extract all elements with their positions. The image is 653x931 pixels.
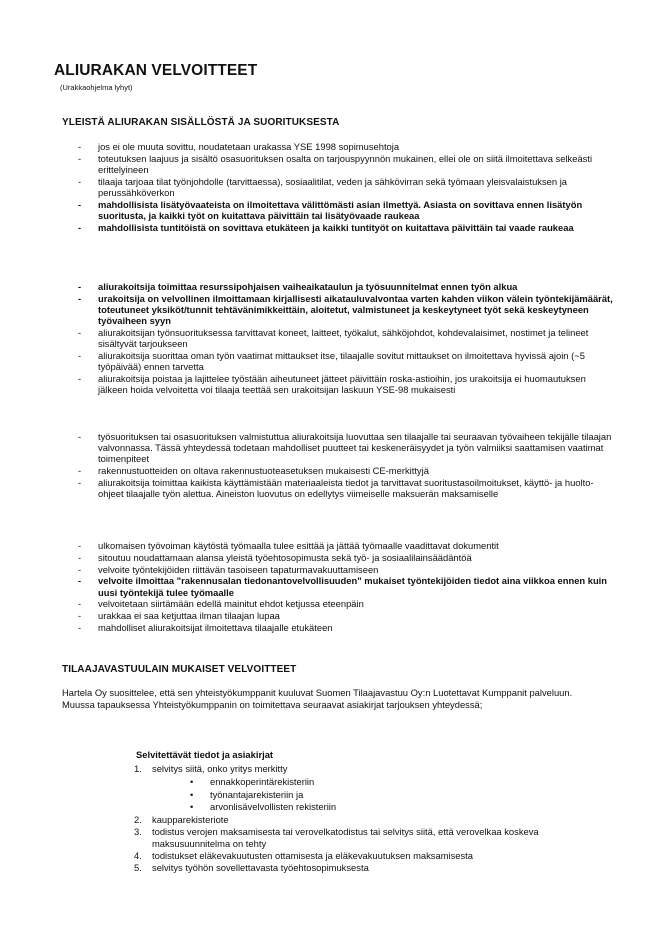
- item-number: 5.: [134, 862, 142, 874]
- list-item: - aliurakoitsija toimittaa resurssipohjaisen vaiheaikataulun ja työsuunnitelmat ennen työn alkua: [78, 281, 618, 292]
- list-item: - mahdolliset aliurakoitsijat ilmoitettava tilaajalle etukäteen: [78, 622, 618, 633]
- list-item: - työsuorituksen tai osasuorituksen valmistuttua aliurakoitsija luovuttaa sen tilaajalle tai seuraavan työvaiheen tekijälle tilaajan valvonnassa. Tässä yhteydessä todetaan mahdolliset puutteet tai keskeneräisyydet ja työn valmiiksi saattamisen vaatimat toimenpiteet: [78, 431, 618, 465]
- list-item: - aliurakoitsija toimittaa kaikista käyttämistään materiaaleista tiedot ja tarvittavat suoritustasoilmoitukset, käyttö- ja huolto-ohjeet tilaajalle työn alettua. Aineiston luovutus on edellytys viimeiselle maksuerän maksamiselle: [78, 477, 618, 499]
- list-item: - velvoitetaan siirtämään edellä mainitut ehdot ketjussa eteenpäin: [78, 598, 618, 609]
- item-text: todistukset eläkevakuutusten ottamisesta ja eläkevakuutuksen maksamisesta: [152, 850, 474, 862]
- bullet-item: • työnantajarekisteriin ja: [190, 789, 594, 800]
- list-item: - urakkaa ei saa ketjuttaa ilman tilaajan lupaa: [78, 610, 618, 621]
- item-text: selvitys siitä, onko yritys merkitty: [152, 763, 288, 774]
- item-number: 2.: [134, 814, 142, 826]
- document-title: ALIURAKAN VELVOITTEET: [54, 62, 258, 79]
- general-list-1: [78, 141, 618, 234]
- list-item: - sitoutuu noudattamaan alansa yleistä työehtosopimusta sekä työ- ja sosiaalilainsäädäntöä: [78, 552, 618, 563]
- item-number: 3.: [134, 826, 142, 838]
- intro-paragraph: Hartela Oy suosittelee, että sen yhteistyökumppanit kuuluvat Suomen Tilaajavastuu Oy:n Luotettavat Kumppanit palveluun. Muussa tapauksessa Yhteistyökumppanin on toimitettava seuraavat asiakirjat tarjouksen yhteydessä;: [62, 687, 573, 710]
- general-list-3: [78, 431, 618, 500]
- numbered-item: [134, 826, 594, 849]
- list-item: - mahdollisista lisätyövaateista on ilmoitettava välittömästi asian ilmettyä. Asiasta on sovittava ennen lisätyön suoritusta, ja kaikki työt on kuitattava päivittäin tai lisätyövaade raukeaa: [78, 199, 618, 221]
- sub-heading-documents: Selvitettävät tiedot ja asiakirjat: [136, 749, 274, 760]
- list-item: - velvoite työntekijöiden riittävän tasoiseen tapaturmavakuuttamiseen: [78, 564, 618, 575]
- list-item: - jos ei ole muuta sovittu, noudatetaan urakassa YSE 1998 sopimusehtoja: [78, 141, 618, 152]
- general-list-2: [78, 281, 618, 396]
- list-item: - aliurakoitsijan työnsuorituksessa tarvittavat koneet, laitteet, työkalut, sähköjohdot, kohdevalaisimet, nostimet ja telineet sisältyvät tarjoukseen: [78, 327, 618, 349]
- list-item: - velvoite ilmoittaa "rakennusalan tiedonantovelvollisuuden" mukaiset työntekijöiden tiedot aina viikkoa ennen kuin uusi työntekijä tulee työmaalle: [78, 575, 618, 597]
- list-item: - ulkomaisen työvoiman käytöstä työmaalla tulee esittää ja jättää työmaalle vaadittavat dokumentit: [78, 540, 618, 551]
- register-bullet-list: [152, 776, 594, 812]
- section-heading-general: YLEISTÄ ALIURAKAN SISÄLLÖSTÄ JA SUORITUKSESTA: [62, 117, 340, 128]
- numbered-item: [134, 763, 594, 812]
- list-item: - rakennustuotteiden on oltava rakennustuoteasetuksen mukaisesti CE-merkittyjä: [78, 465, 618, 476]
- numbered-item: [134, 850, 594, 861]
- document-subtitle: (Urakkaohjelma lyhyt): [60, 83, 133, 92]
- list-item: - aliurakoitsija poistaa ja lajittelee työstään aiheutuneet jätteet päivittäin roska-astioihin, jos urakoitsija ei huomautuksen jälkeen hoida velvoitetta voi tilaaja teettää sen urakoitsijan laskuun YSE-98 mukaisesti: [78, 373, 618, 395]
- item-text: todistus verojen maksamisesta tai verovelkatodistus tai selvitys siitä, että verovelkaa koskeva maksusuunnitelma on tehty: [152, 826, 539, 849]
- list-item: - toteutuksen laajuus ja sisältö osasuorituksen osalta on tarjouspyynnön mukainen, ellei ole on siitä ilmoitettava selkeästi erittelyineen: [78, 153, 618, 175]
- documents-list: [134, 763, 594, 874]
- numbered-item: [134, 862, 594, 873]
- list-item: - aliurakoitsija suorittaa oman työn vaatimat mittaukset itse, tilaajalle sovitut mittaukset on ilmoitettava hyvissä ajoin (~5 työpäivää) ennen tarvetta: [78, 350, 618, 372]
- list-item: - mahdollisista tuntitöistä on sovittava etukäteen ja kaikki tuntityöt on kuitattava päivittäin tai vaade raukeaa: [78, 222, 618, 233]
- bullet-item: • ennakkoperintärekisteriin: [190, 776, 594, 787]
- item-number: 1.: [134, 763, 142, 774]
- item-text: selvitys työhön sovellettavasta työehtosopimuksesta: [152, 862, 369, 874]
- list-item: - urakoitsija on velvollinen ilmoittamaan kirjallisesti aikatauluvalvontaa varten kahden viikon välein työntekijämäärät, toteutuneet yksiköt/tunnit tehtävänimikkeittäin, aloitetut, valmistuneet ja keskeytyneet työt sekä keskeytyneen työvaiheen syyn: [78, 293, 618, 327]
- item-text: kaupparekisteriote: [152, 814, 229, 826]
- item-number: 4.: [134, 850, 142, 862]
- section-heading-tilaajavastuu: TILAAJAVASTUULAIN MUKAISET VELVOITTEET: [62, 664, 297, 675]
- bullet-item: • arvonlisävelvollisten rekisteriin: [190, 801, 594, 812]
- numbered-item: [134, 814, 594, 825]
- general-list-4: [78, 540, 618, 634]
- list-item: - tilaaja tarjoaa tilat työnjohdolle (tarvittaessa), sosiaalitilat, veden ja sähkövirran sekä työmaan yleisvalaistuksen ja perussähköverkon: [78, 176, 618, 198]
